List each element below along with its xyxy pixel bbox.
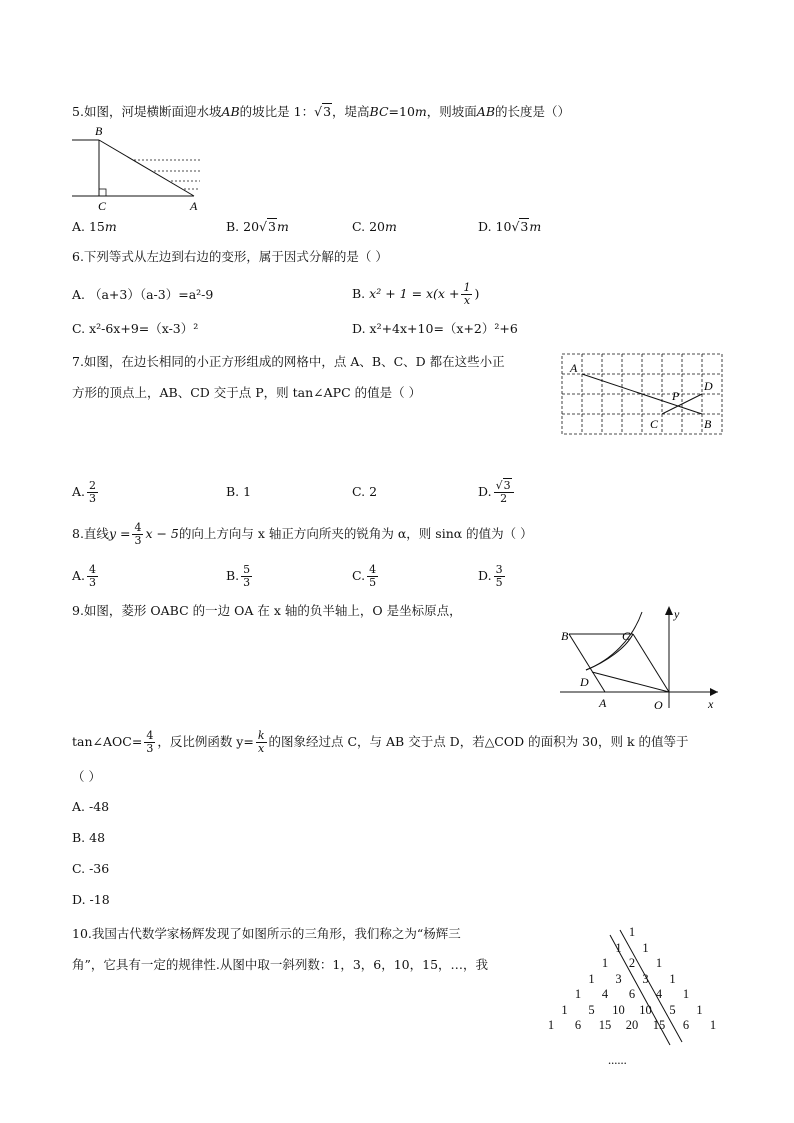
- q8-option-b: B. $\frac{5}{3}$: [226, 563, 251, 589]
- label-C: C: [98, 199, 107, 213]
- pascal-number: 1: [615, 940, 622, 955]
- pascal-number: 3: [615, 971, 622, 986]
- q9-option-c: C. -36: [72, 861, 110, 876]
- label-O: O: [654, 698, 663, 712]
- pascal-number: 5: [669, 1002, 676, 1017]
- q6-option-a: A. （a+3）（a-3）=a²-9: [72, 287, 214, 302]
- pascal-number: 10: [612, 1002, 625, 1017]
- pascal-number: 1: [655, 956, 663, 970]
- q9-stem: 9.如图，菱形 OABC 的一边 OA 在 x 轴的负半轴上，O 是坐标原点，: [72, 603, 462, 618]
- label-D: D: [580, 675, 589, 689]
- pascal-number: 1: [669, 971, 676, 986]
- q7-line1: 7.如图，在边长相同的小正方形组成的网格中，点 A、B、C、D 都在这些小正: [72, 354, 505, 369]
- label-C: C: [622, 629, 631, 643]
- pascal-number: 1: [628, 925, 636, 939]
- q6-option-b: B. x² + 1 = x(x + $\frac{1}{x}$ ): [352, 281, 480, 307]
- pascal-number: 20: [625, 1018, 639, 1032]
- pascal-number: 6: [682, 1018, 690, 1032]
- q9-paren: （ ）: [72, 769, 101, 784]
- pascal-number: 10: [639, 1002, 652, 1017]
- pascal-number: 1: [601, 956, 609, 970]
- q7-line2: 方形的顶点上，AB、CD 交于点 P，则 tan∠APC 的值是（ ）: [72, 385, 422, 400]
- q6-option-d: D. x²+4x+10=（x+2）²+6: [352, 321, 518, 336]
- q10-line2: 角”，它具有一定的规律性.从图中取一斜列数：1，3，6，10，15，…，我: [72, 957, 489, 972]
- q6-stem: 6.下列等式从左边到右边的变形，属于因式分解的是（ ）: [72, 249, 388, 264]
- pascal-number: 1: [696, 1002, 703, 1017]
- pascal-number: 15: [652, 1018, 666, 1032]
- label-B: B: [95, 124, 103, 138]
- pascal-number: 1: [588, 971, 595, 986]
- pascal-number: 1: [642, 940, 649, 955]
- q7-grid-figure: [562, 354, 724, 436]
- label-B: B: [561, 629, 569, 643]
- label-A: A: [599, 696, 607, 710]
- fraction: $\frac{1}{x}$: [463, 281, 471, 307]
- pascal-number: 4: [601, 987, 609, 1001]
- sqrt-symbol: √3: [314, 104, 332, 119]
- pascal-number: 2: [628, 956, 636, 970]
- label-x: x: [708, 697, 714, 711]
- label-P: P: [672, 389, 680, 403]
- pascal-number: 6: [628, 987, 636, 1001]
- pascal-number: 4: [655, 987, 663, 1001]
- q5-stem: 5.如图，河堤横断面迎水坡AB的坡比是 1：√3，堤高BC=10m，则坡面AB的长度是（）: [72, 104, 571, 119]
- pascal-number: 5: [588, 1002, 595, 1017]
- q7-option-a: A. $\frac{2}{3}$: [72, 479, 97, 505]
- q10-line1: 10.我国古代数学家杨辉发现了如图所示的三角形，我们称之为“杨辉三: [72, 926, 461, 941]
- pascal-number: 15: [598, 1018, 612, 1032]
- pascal-number: 6: [574, 1018, 582, 1032]
- pascal-number: 3: [642, 971, 649, 986]
- q9-condition: tan∠AOC= $\frac{4}{3}$ ，反比例函数 y= $\frac{k}{x}$ 的图象经过点 C，与 AB 交于点 D，若△COD 的面积为 30，则 k 的值等于: [72, 729, 689, 755]
- label-C: C: [650, 417, 659, 431]
- label-D: D: [704, 379, 713, 393]
- label-A: A: [190, 199, 198, 213]
- q5-option-c: C. 20m: [352, 219, 397, 234]
- q6-option-c: C. x²-6x+9=（x-3）²: [72, 321, 199, 336]
- pascal-ellipsis: ......: [608, 1053, 627, 1067]
- pascal-number: 1: [574, 987, 582, 1001]
- q9-option-a: A. -48: [72, 799, 110, 814]
- pascal-number: 1: [709, 1018, 717, 1032]
- q9-option-b: B. 48: [72, 830, 106, 845]
- q8-option-a: A. $\frac{4}{3}$: [72, 563, 97, 589]
- q8-stem: 8.直线y = $\frac{4}{3}$ x − 5的向上方向与 x 轴正方向所夹的锐角为 α，则 sinα 的值为（ ）: [72, 521, 533, 547]
- q5-option-a: A. 15m: [72, 219, 117, 234]
- q7-option-b: B. 1: [226, 484, 252, 499]
- pascal-number: 1: [547, 1018, 555, 1032]
- pascal-number: 1: [682, 987, 690, 1001]
- label-B: B: [704, 417, 712, 431]
- q8-option-d: D. $\frac{3}{5}$: [478, 563, 503, 589]
- q7-option-c: C. 2: [352, 484, 378, 499]
- label-y: y: [674, 607, 680, 621]
- q5-option-b: B. 20√3m: [226, 219, 289, 234]
- q9-option-d: D. -18: [72, 892, 110, 907]
- q9-rhombus-figure: [556, 604, 726, 714]
- q5-dam-figure: [66, 122, 206, 214]
- pascal-number: 1: [561, 1002, 568, 1017]
- q8-option-c: C. $\frac{4}{5}$: [352, 563, 377, 589]
- q5-option-d: D. 10√3m: [478, 219, 542, 234]
- q7-option-d: D. $\frac{√3}{2}$: [478, 476, 516, 508]
- label-A: A: [570, 361, 578, 375]
